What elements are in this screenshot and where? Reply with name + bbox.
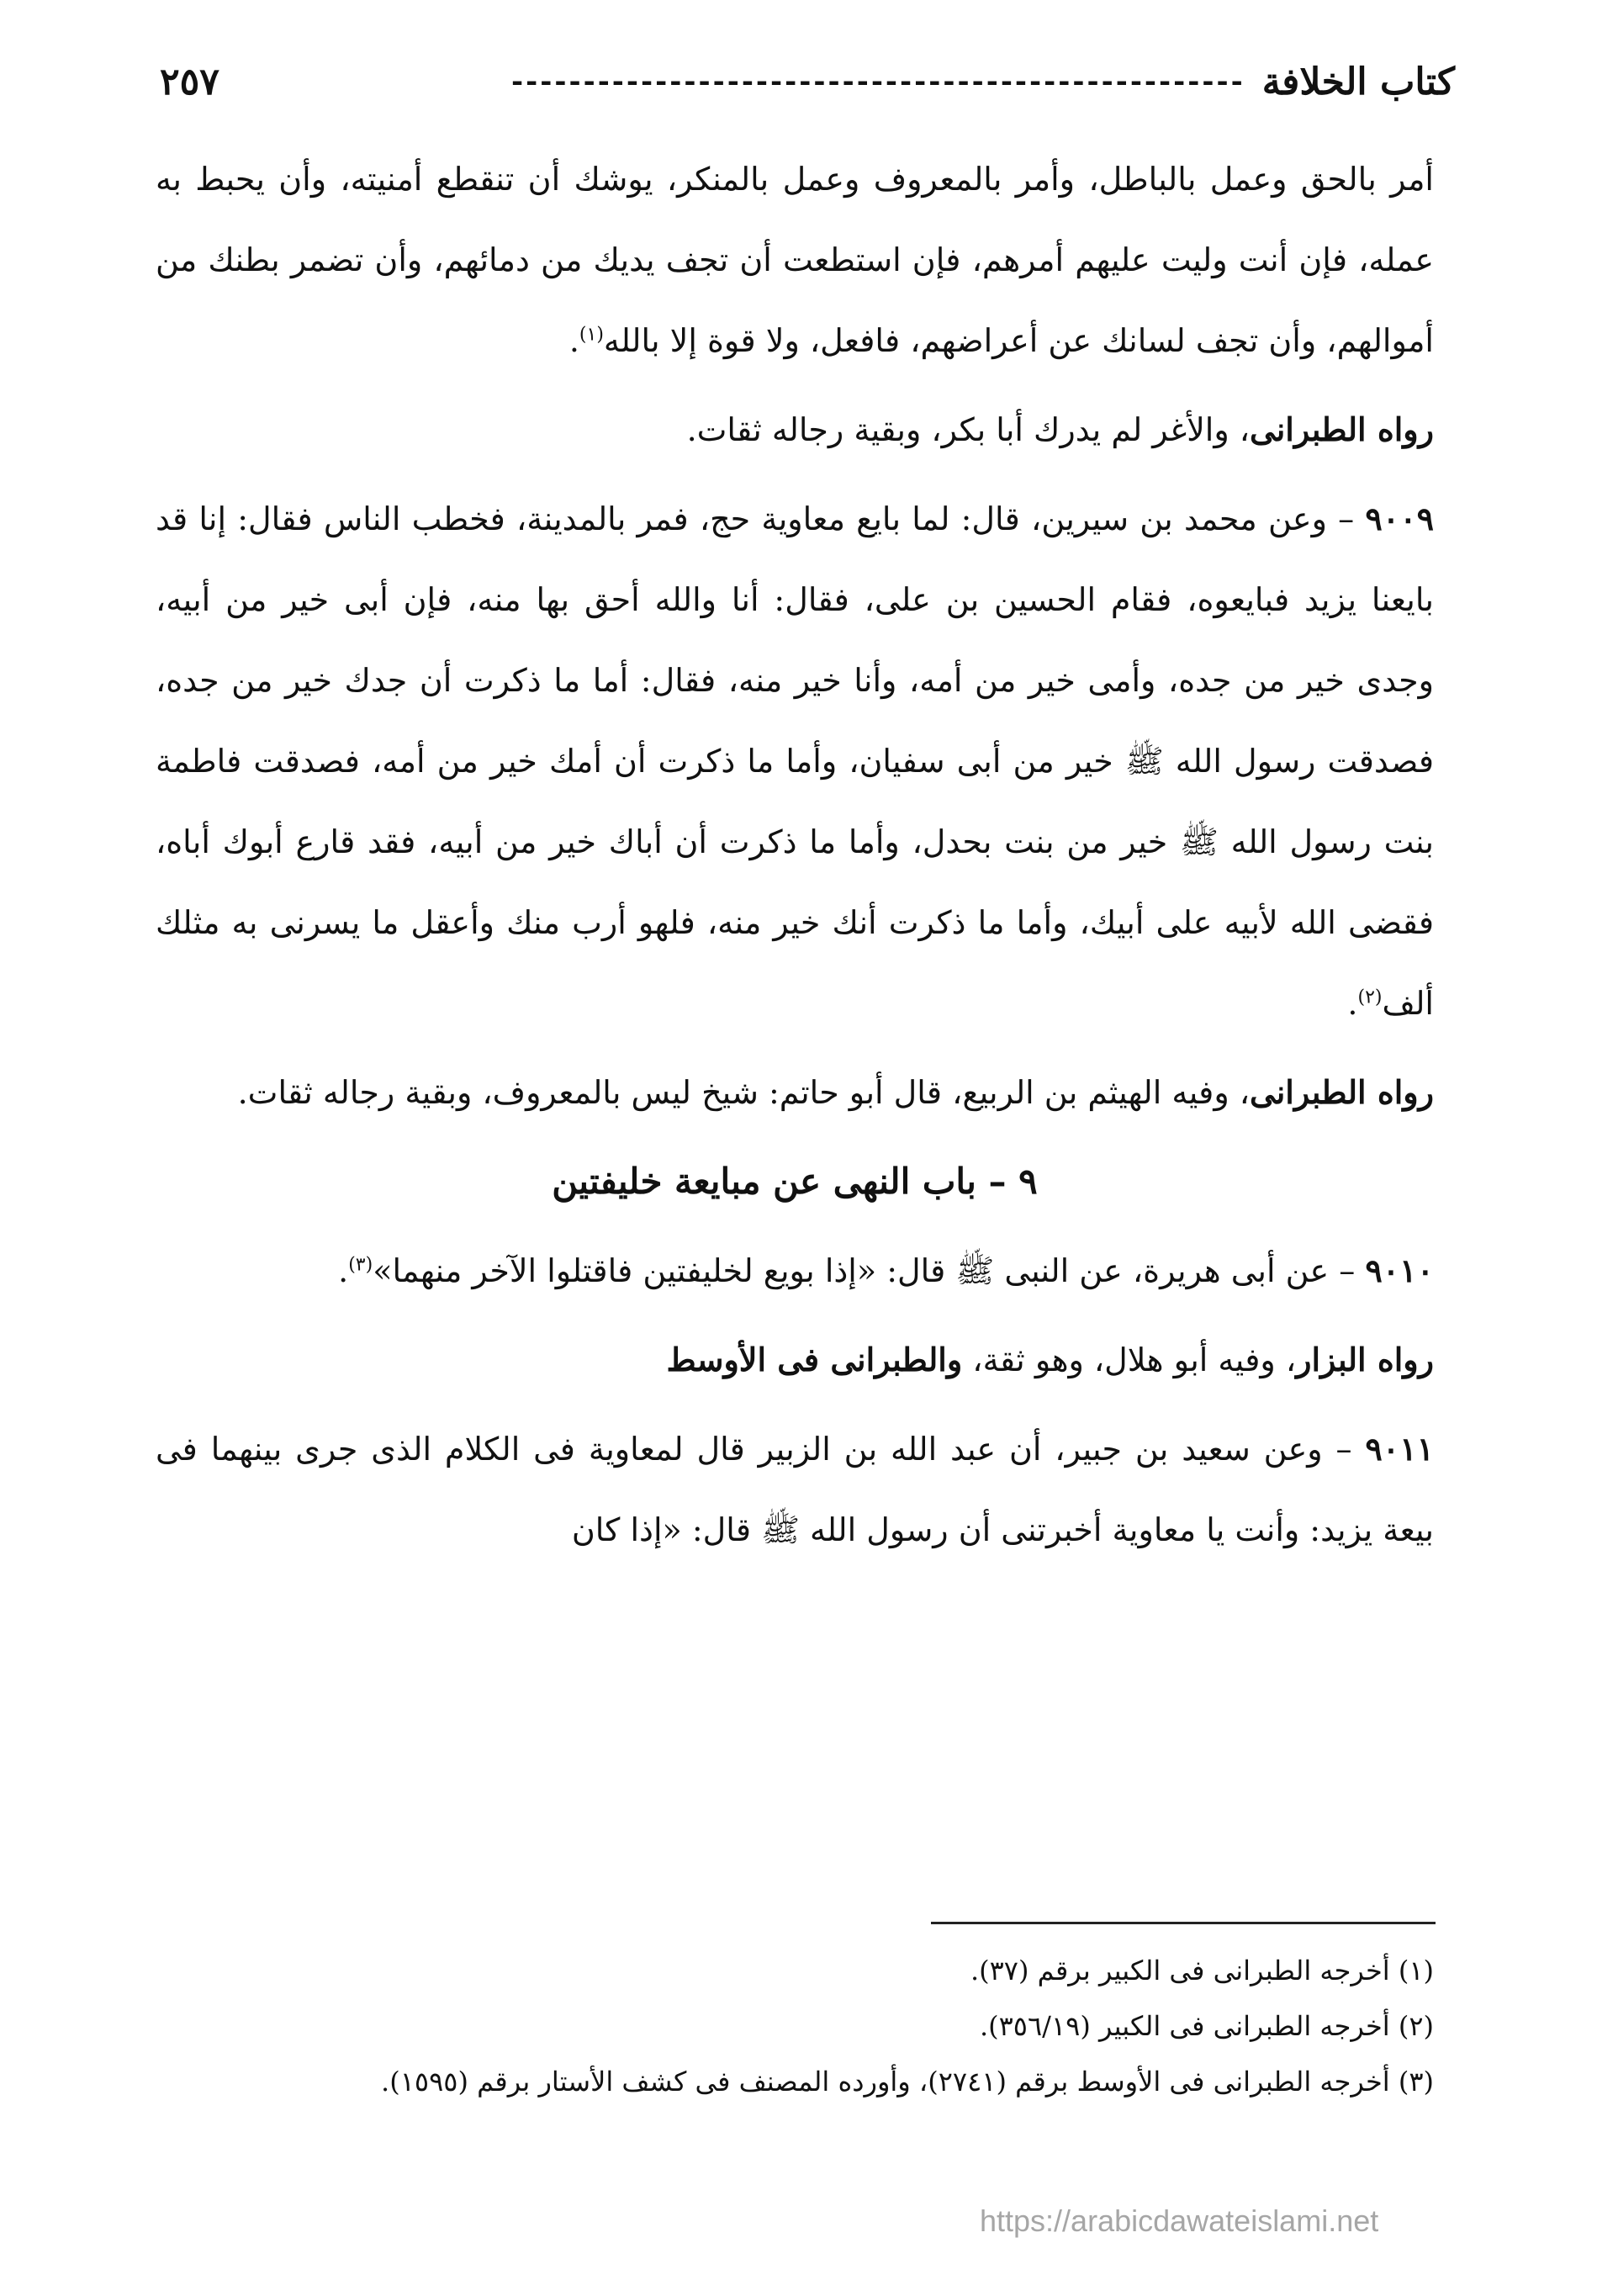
hadith-9011: [156, 1409, 1434, 1570]
main-text: [156, 139, 1434, 1579]
hadith-number: ٩٠٠٩: [1365, 500, 1434, 537]
paragraph-2: [156, 389, 1434, 470]
footnote-ref-1: (١): [579, 324, 604, 346]
footnote-3: (٣) أخرجه الطبرانى فى الأوسط برقم (٢٧٤١)، وأورده المصنف فى كشف الأستار برقم (١٥٩٥).: [381, 2066, 1434, 2098]
hadith-9010: ٩٠١٠ – عن أبى هريرة، عن النبى ﷺ قال: «إذا بويع لخليفتين فاقتلوا الآخر منهما»$^{(٣)}$.: [338, 1251, 1434, 1289]
hadith-text: – وعن محمد بن سيرين، قال: لما بايع معاوية حج، فمر بالمدينة، فخطب الناس فقال: إنا قد بايعنا يزيد فبايعوه، فقام الحسين بن على، فقال: أنا والله أحق بها منه، فإن أبى خير من أبيه، وجدى خير من جده، وأمى خير من أمه، وأنا خير منه، فقال: أما ما ذكرت أن جدك خير من جده، فصدقت رسول الله ﷺ خير من أبى سفيان، وأما ما ذكرت أن أمك خير من أمه، فصدقت فاطمة بنت رسول الله ﷺ خير من بنت بحدل، وأما ما ذكرت أن أباك خير من أبيه، فقد قارع أبوك أباه، فقضى الله لأبيه على أبيك، وأما ما ذكرت أنك خير منه، فلهو أرب منك وأعقل ما يسرنى به مثلك ألف: [156, 500, 1434, 1022]
source-citation: رواه البزار: [1296, 1341, 1434, 1378]
book-title: كتاب الخلافة: [1261, 60, 1455, 103]
watermark-url: https://arabicdawateislami.net: [980, 2203, 1379, 2238]
paragraph-4-text: ، وفيه الهيثم بن الربيع، قال أبو حاتم: شيخ ليس بالمعروف، وبقية رجاله ثقات.: [237, 1074, 1251, 1111]
paragraph-6-text: ، وفيه أبو هلال، وهو ثقة،: [962, 1341, 1297, 1378]
hadith-9009: ٩٠٠٩ – وعن محمد بن سيرين، قال: لما بايع معاوية حج، فمر بالمدينة، فخطب الناس فقال: إنا قد بايعنا يزيد فبايعوه، فقام الحسين بن على، فقال: أنا والله أحق بها منه، فإن أبى خير من أبيه، وجدى خير من جده، وأمى خير من أمه، وأنا خير منه، فقال: أما ما ذكرت أن جدك خير من جده، فصدقت رسول الله ﷺ خير من أبى سفيان، وأما ما ذكرت أن أمك خير من أمه، فصدقت فاطمة بنت رسول الله ﷺ خير من بنت بحدل، وأما ما ذكرت أن أباك خير من أبيه، فقد قارع أبوك أباه، فقضى الله لأبيه على أبيك، وأما ما ذكرت أنك خير منه، فلهو أرب منك وأعقل ما يسرنى به مثلك ألف$^{(٢)}$.: [156, 500, 1434, 1022]
paragraph-6: [156, 1320, 1434, 1400]
running-header: [160, 52, 1455, 111]
footnote-ref-2: (٢): [1357, 987, 1383, 1008]
chapter-heading: ٩ – باب النهى عن مبايعة خليفتين: [552, 1161, 1038, 1202]
source-citation: رواه الطبرانى: [1250, 410, 1434, 448]
header-dash-line: ---------------------------------------------------: [511, 65, 1245, 98]
source-citation-2: والطبرانى فى الأوسط: [666, 1341, 963, 1378]
footnote-ref-3: (٣): [348, 1254, 373, 1276]
hadith-number: ٩٠١٠: [1365, 1251, 1434, 1289]
page-number: ٢٥٧: [160, 60, 219, 103]
footnote-separator: [931, 1922, 1436, 1924]
footnotes: [156, 1943, 1434, 2109]
hadith-text: – وعن سعيد بن جبير، أن عبد الله بن الزبير قال لمعاوية فى الكلام الذى جرى بينهما فى بيعة يزيد: وأنت يا معاوية أخبرتنى أن رسول الله ﷺ قال: «إذا كان: [156, 1431, 1434, 1548]
paragraph-1: أمر بالحق وعمل بالباطل، وأمر بالمعروف وعمل بالمنكر، يوشك أن تنقطع أمنيته، وأن يحبط به عمله، فإن أنت وليت عليهم أمرهم، فإن استطعت أن تجف يديك من دمائهم، وأن تضمر بطنك من أموالهم، وأن تجف لسانك عن أعراضهم، فافعل، ولا قوة إلا بالله$^{(١)}$.: [156, 161, 1434, 359]
paragraph-4: [156, 1052, 1434, 1133]
paragraph-1-text: أمر بالحق وعمل بالباطل، وأمر بالمعروف وعمل بالمنكر، يوشك أن تنقطع أمنيته، وأن يحبط به عمله، فإن أنت وليت عليهم أمرهم، فإن استطعت أن تجف يديك من دمائهم، وأن تضمر بطنك من أموالهم، وأن تجف لسانك عن أعراضهم، فافعل، ولا قوة إلا بالله: [156, 161, 1434, 359]
paragraph-2-text: ، والأغر لم يدرك أبا بكر، وبقية رجاله ثقات.: [686, 411, 1251, 448]
hadith-number: ٩٠١١: [1365, 1430, 1435, 1468]
hadith-text: – عن أبى هريرة، عن النبى ﷺ قال: «إذا بويع لخليفتين فاقتلوا الآخر منهما»: [373, 1252, 1366, 1289]
source-citation: رواه الطبرانى: [1250, 1073, 1434, 1111]
footnote-2: (٢) أخرجه الطبرانى فى الكبير (٣٥٦/١٩).: [979, 2010, 1434, 2042]
footnote-1: (١) أخرجه الطبرانى فى الكبير برقم (٣٧).: [970, 1955, 1434, 1987]
